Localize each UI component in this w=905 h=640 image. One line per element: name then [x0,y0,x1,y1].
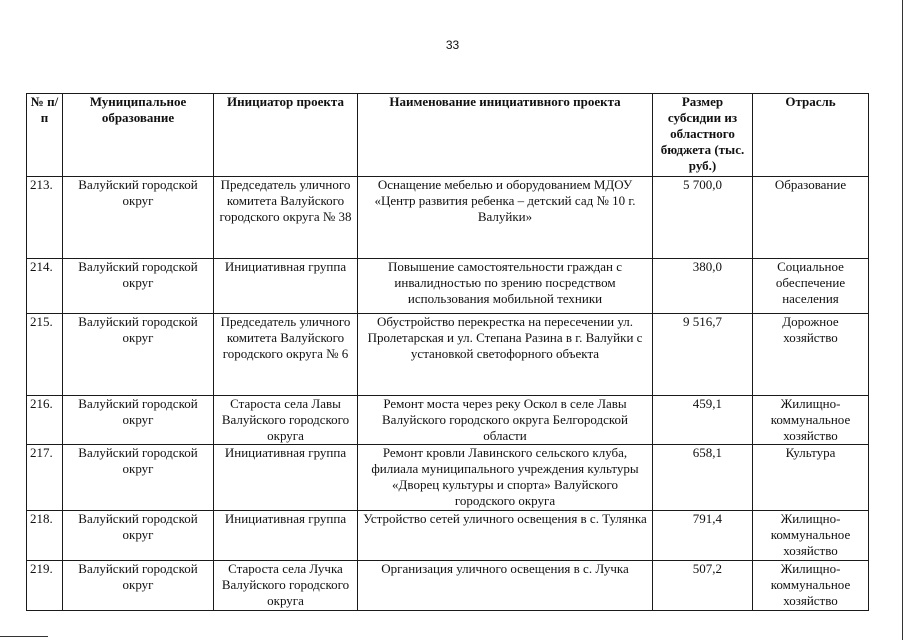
table-row [27,561,869,611]
subsidy-cell: 9 516,7 [653,314,753,396]
table-row [27,177,869,259]
sector-cell: Социальное обеспечение населения [753,259,869,314]
page-number: 33 [445,38,460,52]
subsidy-cell: 459,1 [653,396,753,445]
scan-edge-line [902,0,903,640]
initiator-cell: Инициативная группа [214,259,358,314]
initiator-cell: Староста села Лавы Валуйского городского округа [214,396,358,445]
table-row [27,396,869,445]
initiator-cell: Инициативная группа [214,511,358,561]
header-project: Наименование инициативного проекта [358,94,653,177]
sector-cell: Образование [753,177,869,259]
project-cell: Организация уличного освещения в с. Лучка [358,561,653,611]
project-cell: Устройство сетей уличного освещения в с. Тулянка [358,511,653,561]
row-number: 219. [27,561,63,611]
project-cell: Повышение самостоятельности граждан с инвалидностью по зрению посредством использования мобильной техники [358,259,653,314]
header-municipality: Муниципальное образование [63,94,214,177]
municipality-cell: Валуйский городской округ [63,445,214,511]
initiator-cell: Староста села Лучка Валуйского городского округа [214,561,358,611]
sector-cell: Жилищно-коммунальное хозяйство [753,561,869,611]
sector-cell: Культура [753,445,869,511]
header-sector: Отрасль [753,94,869,177]
row-number: 214. [27,259,63,314]
project-cell: Оснащение мебелью и оборудованием МДОУ «Центр развития ребенка – детский сад № 10 г. Валуйки» [358,177,653,259]
subsidy-cell: 5 700,0 [653,177,753,259]
initiator-cell: Председатель уличного комитета Валуйского городского округа № 38 [214,177,358,259]
sector-cell: Жилищно-коммунальное хозяйство [753,396,869,445]
row-number: 213. [27,177,63,259]
scan-edge-line [0,636,48,637]
projects-table [26,93,869,611]
table-header-row [27,94,869,177]
table-row [27,314,869,396]
initiator-cell: Инициативная группа [214,445,358,511]
header-subsidy: Размер субсидии из областного бюджета (тыс. руб.) [653,94,753,177]
header-num: № п/п [27,94,63,177]
header-initiator: Инициатор проекта [214,94,358,177]
initiator-cell: Председатель уличного комитета Валуйского городского округа № 6 [214,314,358,396]
row-number: 217. [27,445,63,511]
project-cell: Обустройство перекрестка на пересечении ул. Пролетарская и ул. Степана Разина в г. Валуйки с установкой светофорного объекта [358,314,653,396]
sector-cell: Жилищно-коммунальное хозяйство [753,511,869,561]
municipality-cell: Валуйский городской округ [63,314,214,396]
subsidy-cell: 380,0 [653,259,753,314]
sector-cell: Дорожное хозяйство [753,314,869,396]
table-row [27,259,869,314]
row-number: 216. [27,396,63,445]
subsidy-cell: 658,1 [653,445,753,511]
municipality-cell: Валуйский городской округ [63,511,214,561]
municipality-cell: Валуйский городской округ [63,259,214,314]
project-cell: Ремонт кровли Лавинского сельского клуба, филиала муниципального учреждения культуры «Дворец культуры и спорта» Валуйского городского округа [358,445,653,511]
subsidy-cell: 507,2 [653,561,753,611]
municipality-cell: Валуйский городской округ [63,561,214,611]
subsidy-cell: 791,4 [653,511,753,561]
row-number: 218. [27,511,63,561]
table-row [27,445,869,511]
municipality-cell: Валуйский городской округ [63,396,214,445]
project-cell: Ремонт моста через реку Оскол в селе Лавы Валуйского городского округа Белгородской области [358,396,653,445]
municipality-cell: Валуйский городской округ [63,177,214,259]
table-row [27,511,869,561]
row-number: 215. [27,314,63,396]
